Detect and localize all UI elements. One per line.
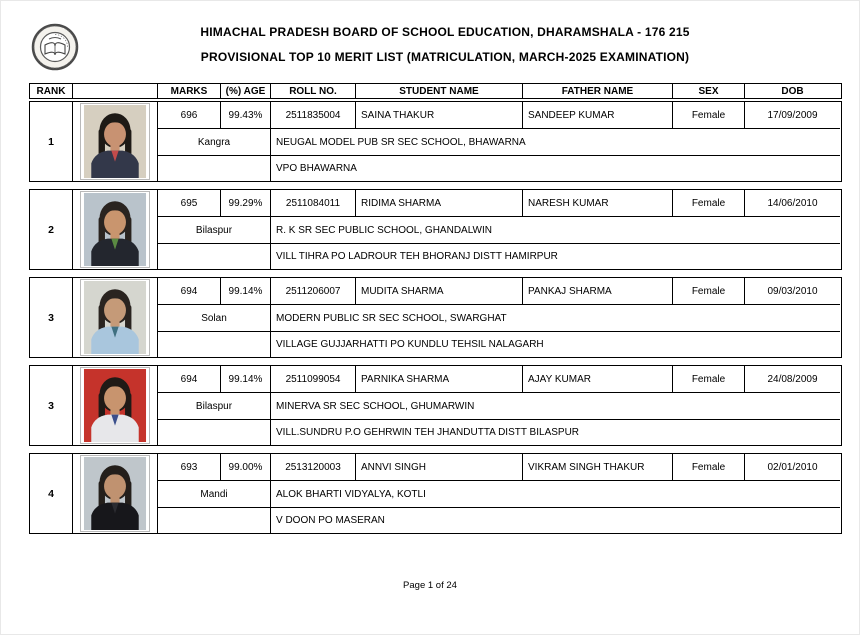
student-name-cell: RIDIMA SHARMA (355, 190, 522, 216)
col-header-sex: SEX (672, 84, 744, 98)
school-cell: R. K SR SEC PUBLIC SCHOOL, GHANDALWIN (270, 216, 840, 243)
student-photo-image (80, 367, 150, 444)
district-cell: Bilaspur (157, 392, 270, 419)
sex-cell: Female (672, 278, 744, 304)
page-number: Page 1 of 24 (403, 580, 457, 591)
father-name-cell: VIKRAM SINGH THAKUR (522, 454, 672, 480)
rank-cell: 3 (48, 311, 54, 324)
student-photo (72, 190, 157, 269)
student-photo (72, 102, 157, 181)
school-cell: MODERN PUBLIC SR SEC SCHOOL, SWARGHAT (270, 304, 840, 331)
student-name-cell: ANNVI SINGH (355, 454, 522, 480)
district-cell: Kangra (157, 128, 270, 155)
school-cell: ALOK BHARTI VIDYALYA, KOTLI (270, 480, 840, 507)
rank-cell: 4 (48, 487, 54, 500)
rank-cell: 2 (48, 223, 54, 236)
merit-list-title: PROVISIONAL TOP 10 MERIT LIST (MATRICULATION, MARCH-2025 EXAMINATION) (200, 50, 690, 64)
col-header-father-name: FATHER NAME (522, 84, 672, 98)
merit-record-row (29, 365, 842, 446)
dob-cell: 02/01/2010 (744, 454, 840, 480)
age-percent-cell: 99.14% (220, 278, 270, 304)
address-cell: VILL TIHRA PO LADROUR TEH BHORANJ DISTT HAMIRPUR (270, 243, 840, 269)
age-percent-cell: 99.00% (220, 454, 270, 480)
roll-no-cell: 2511206007 (270, 278, 355, 304)
student-photo-image (80, 191, 150, 268)
age-percent-cell: 99.43% (220, 102, 270, 128)
marks-cell: 694 (157, 278, 220, 304)
father-name-cell: SANDEEP KUMAR (522, 102, 672, 128)
merit-record-row (29, 277, 842, 358)
roll-no-cell: 2513120003 (270, 454, 355, 480)
empty-cell (157, 331, 270, 357)
father-name-cell: PANKAJ SHARMA (522, 278, 672, 304)
address-cell: VILL.SUNDRU P.O GEHRWIN TEH JHANDUTTA DISTT BILASPUR (270, 419, 840, 445)
dob-cell: 09/03/2010 (744, 278, 840, 304)
title-block (1, 25, 859, 64)
roll-no-cell: 2511084011 (270, 190, 355, 216)
district-cell: Bilaspur (157, 216, 270, 243)
roll-no-cell: 2511099054 (270, 366, 355, 392)
empty-cell (157, 507, 270, 533)
student-photo-image (80, 103, 150, 180)
sex-cell: Female (672, 102, 744, 128)
empty-cell (157, 155, 270, 181)
student-photo (72, 366, 157, 445)
empty-cell (157, 419, 270, 445)
marks-cell: 693 (157, 454, 220, 480)
age-percent-cell: 99.14% (220, 366, 270, 392)
address-cell: VPO BHAWARNA (270, 155, 840, 181)
district-cell: Mandi (157, 480, 270, 507)
address-cell: VILLAGE GUJJARHATTI PO KUNDLU TEHSIL NALAGARH (270, 331, 840, 357)
dob-cell: 17/09/2009 (744, 102, 840, 128)
student-name-cell: SAINA THAKUR (355, 102, 522, 128)
col-header-roll-no: ROLL NO. (270, 84, 355, 98)
sex-cell: Female (672, 366, 744, 392)
address-cell: V DOON PO MASERAN (270, 507, 840, 533)
col-header-dob: DOB (744, 84, 840, 98)
sex-cell: Female (672, 454, 744, 480)
marks-cell: 694 (157, 366, 220, 392)
col-header-photo (72, 84, 157, 98)
student-photo (72, 278, 157, 357)
empty-cell (157, 243, 270, 269)
marks-cell: 695 (157, 190, 220, 216)
student-photo-image (80, 279, 150, 356)
dob-cell: 24/08/2009 (744, 366, 840, 392)
roll-no-cell: 2511835004 (270, 102, 355, 128)
student-name-cell: PARNIKA SHARMA (355, 366, 522, 392)
district-cell: Solan (157, 304, 270, 331)
student-name-cell: MUDITA SHARMA (355, 278, 522, 304)
student-photo (72, 454, 157, 533)
col-header-age-percent: (%) AGE (220, 84, 270, 98)
col-header-rank: RANK (36, 85, 66, 97)
table-header-row (29, 83, 842, 99)
father-name-cell: NARESH KUMAR (522, 190, 672, 216)
board-seal-icon (31, 21, 79, 73)
sex-cell: Female (672, 190, 744, 216)
school-cell: MINERVA SR SEC SCHOOL, GHUMARWIN (270, 392, 840, 419)
merit-record-row (29, 189, 842, 270)
rank-cell: 1 (48, 135, 54, 148)
school-cell: NEUGAL MODEL PUB SR SEC SCHOOL, BHAWARNA (270, 128, 840, 155)
merit-record-row (29, 453, 842, 534)
student-photo-image (80, 455, 150, 532)
board-name-title: HIMACHAL PRADESH BOARD OF SCHOOL EDUCATION, DHARAMSHALA - 176 215 (200, 25, 690, 39)
dob-cell: 14/06/2010 (744, 190, 840, 216)
marks-cell: 696 (157, 102, 220, 128)
merit-record-row (29, 101, 842, 182)
father-name-cell: AJAY KUMAR (522, 366, 672, 392)
document-header (1, 1, 859, 64)
col-header-student-name: STUDENT NAME (355, 84, 522, 98)
col-header-marks: MARKS (157, 84, 220, 98)
rank-cell: 3 (48, 399, 54, 412)
age-percent-cell: 99.29% (220, 190, 270, 216)
